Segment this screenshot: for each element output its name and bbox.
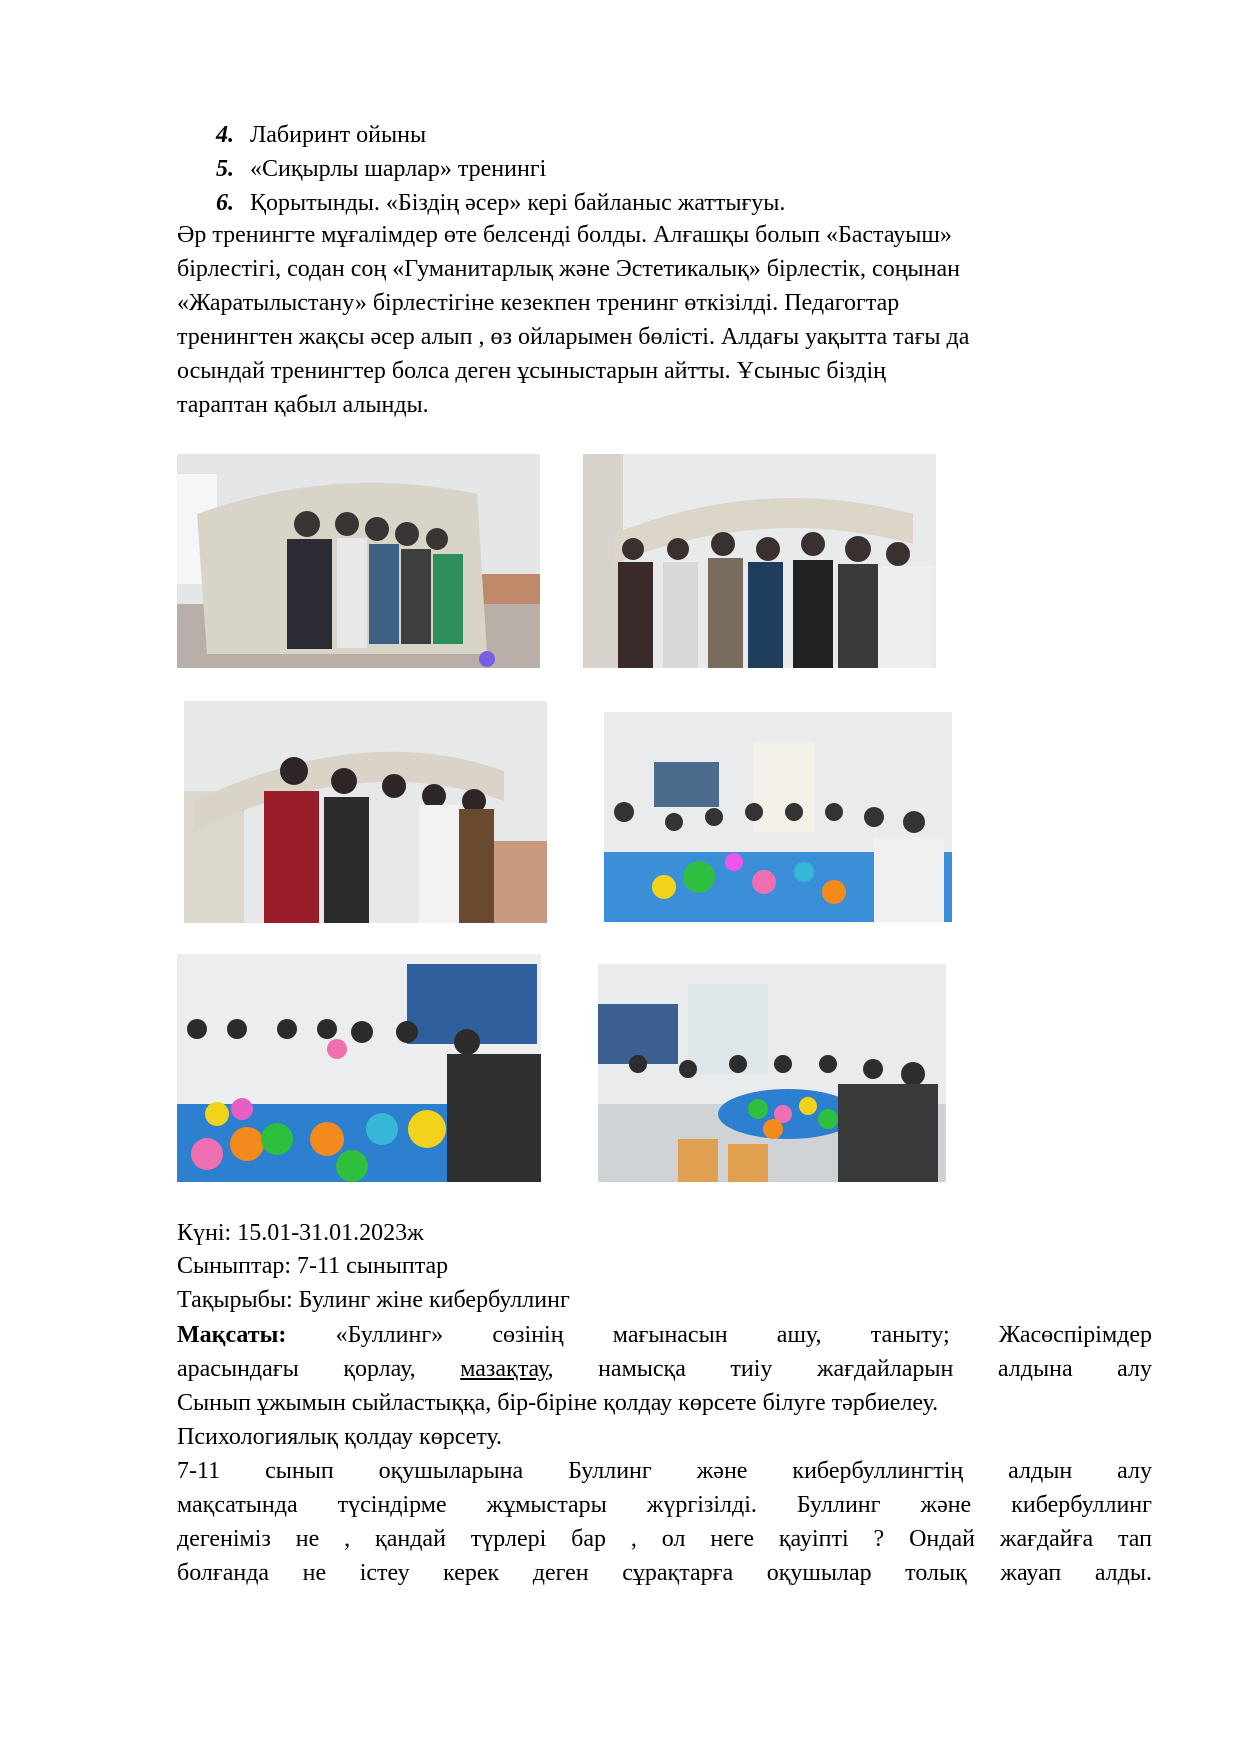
photo-balloons-3 bbox=[598, 964, 946, 1182]
list-item: 5. «Сиқырлы шарлар» тренингі bbox=[216, 156, 547, 182]
goal-paragraph: Мақсаты: «Буллинг» сөзінің мағынасын ашу, таныту; Жасөспірімдер арасындағы қорлау, мазақтау, намысқа тиіу жағдайларын алдына алу Сынып ұжымын сыйластыққа, бір-біріне қолдау көрсете білуге тәрбиелеу. Психологиялық қолдау көрсету. bbox=[177, 1322, 1153, 1450]
classes-line: Сыныптар: 7-11 сыныптар bbox=[177, 1253, 449, 1279]
list-item: 4. Лабиринт ойыны bbox=[216, 122, 427, 148]
topic-line: Тақырыбы: Булинг жіне кибербуллинг bbox=[177, 1287, 570, 1313]
list-item: 6. Қорытынды. «Біздің әсер» кері байланыс жаттығуы. bbox=[216, 190, 786, 216]
photo-labyrinth-1 bbox=[177, 454, 540, 668]
bullying-paragraph: 7-11 сынып оқушыларына Буллинг және кибербуллингтің алдын алу мақсатында түсіндірме жұмыстары жүргізілді. Буллинг және кибербуллинг дегеніміз не , қандай түрлері бар , ол неге қауіпті ? Ондай жағдайға тап болғанда не істеу керек деген сұрақтарға оқушылар толық жауап алды. bbox=[177, 1458, 1152, 1586]
photo-labyrinth-2 bbox=[583, 454, 936, 668]
photo-balloons-2 bbox=[177, 954, 541, 1182]
goal-label: Мақсаты: bbox=[177, 1322, 287, 1348]
training-summary-paragraph: Әр тренингте мұғалімдер өте белсенді болды. Алғашқы болып «Бастауыш» бірлестігі, содан соң «Гуманитарлық және Эстетикалық» бірлестік, соңынан «Жаратылыстану» бірлестігіне кезекпен тренинг өткізілді. Педагогтар тренингтен жақсы әсер алып , өз ойларымен бөлісті. Алдағы уақытта тағы да осындай тренингтер болса деген ұсыныстарын айтты. Ұсыныс біздің тараптан қабыл алынды. bbox=[177, 222, 970, 418]
photo-balloons-1 bbox=[604, 712, 952, 922]
date-line: Күні: 15.01-31.01.2023ж bbox=[177, 1220, 424, 1246]
photo-labyrinth-3 bbox=[184, 701, 547, 923]
activity-list bbox=[216, 118, 785, 220]
